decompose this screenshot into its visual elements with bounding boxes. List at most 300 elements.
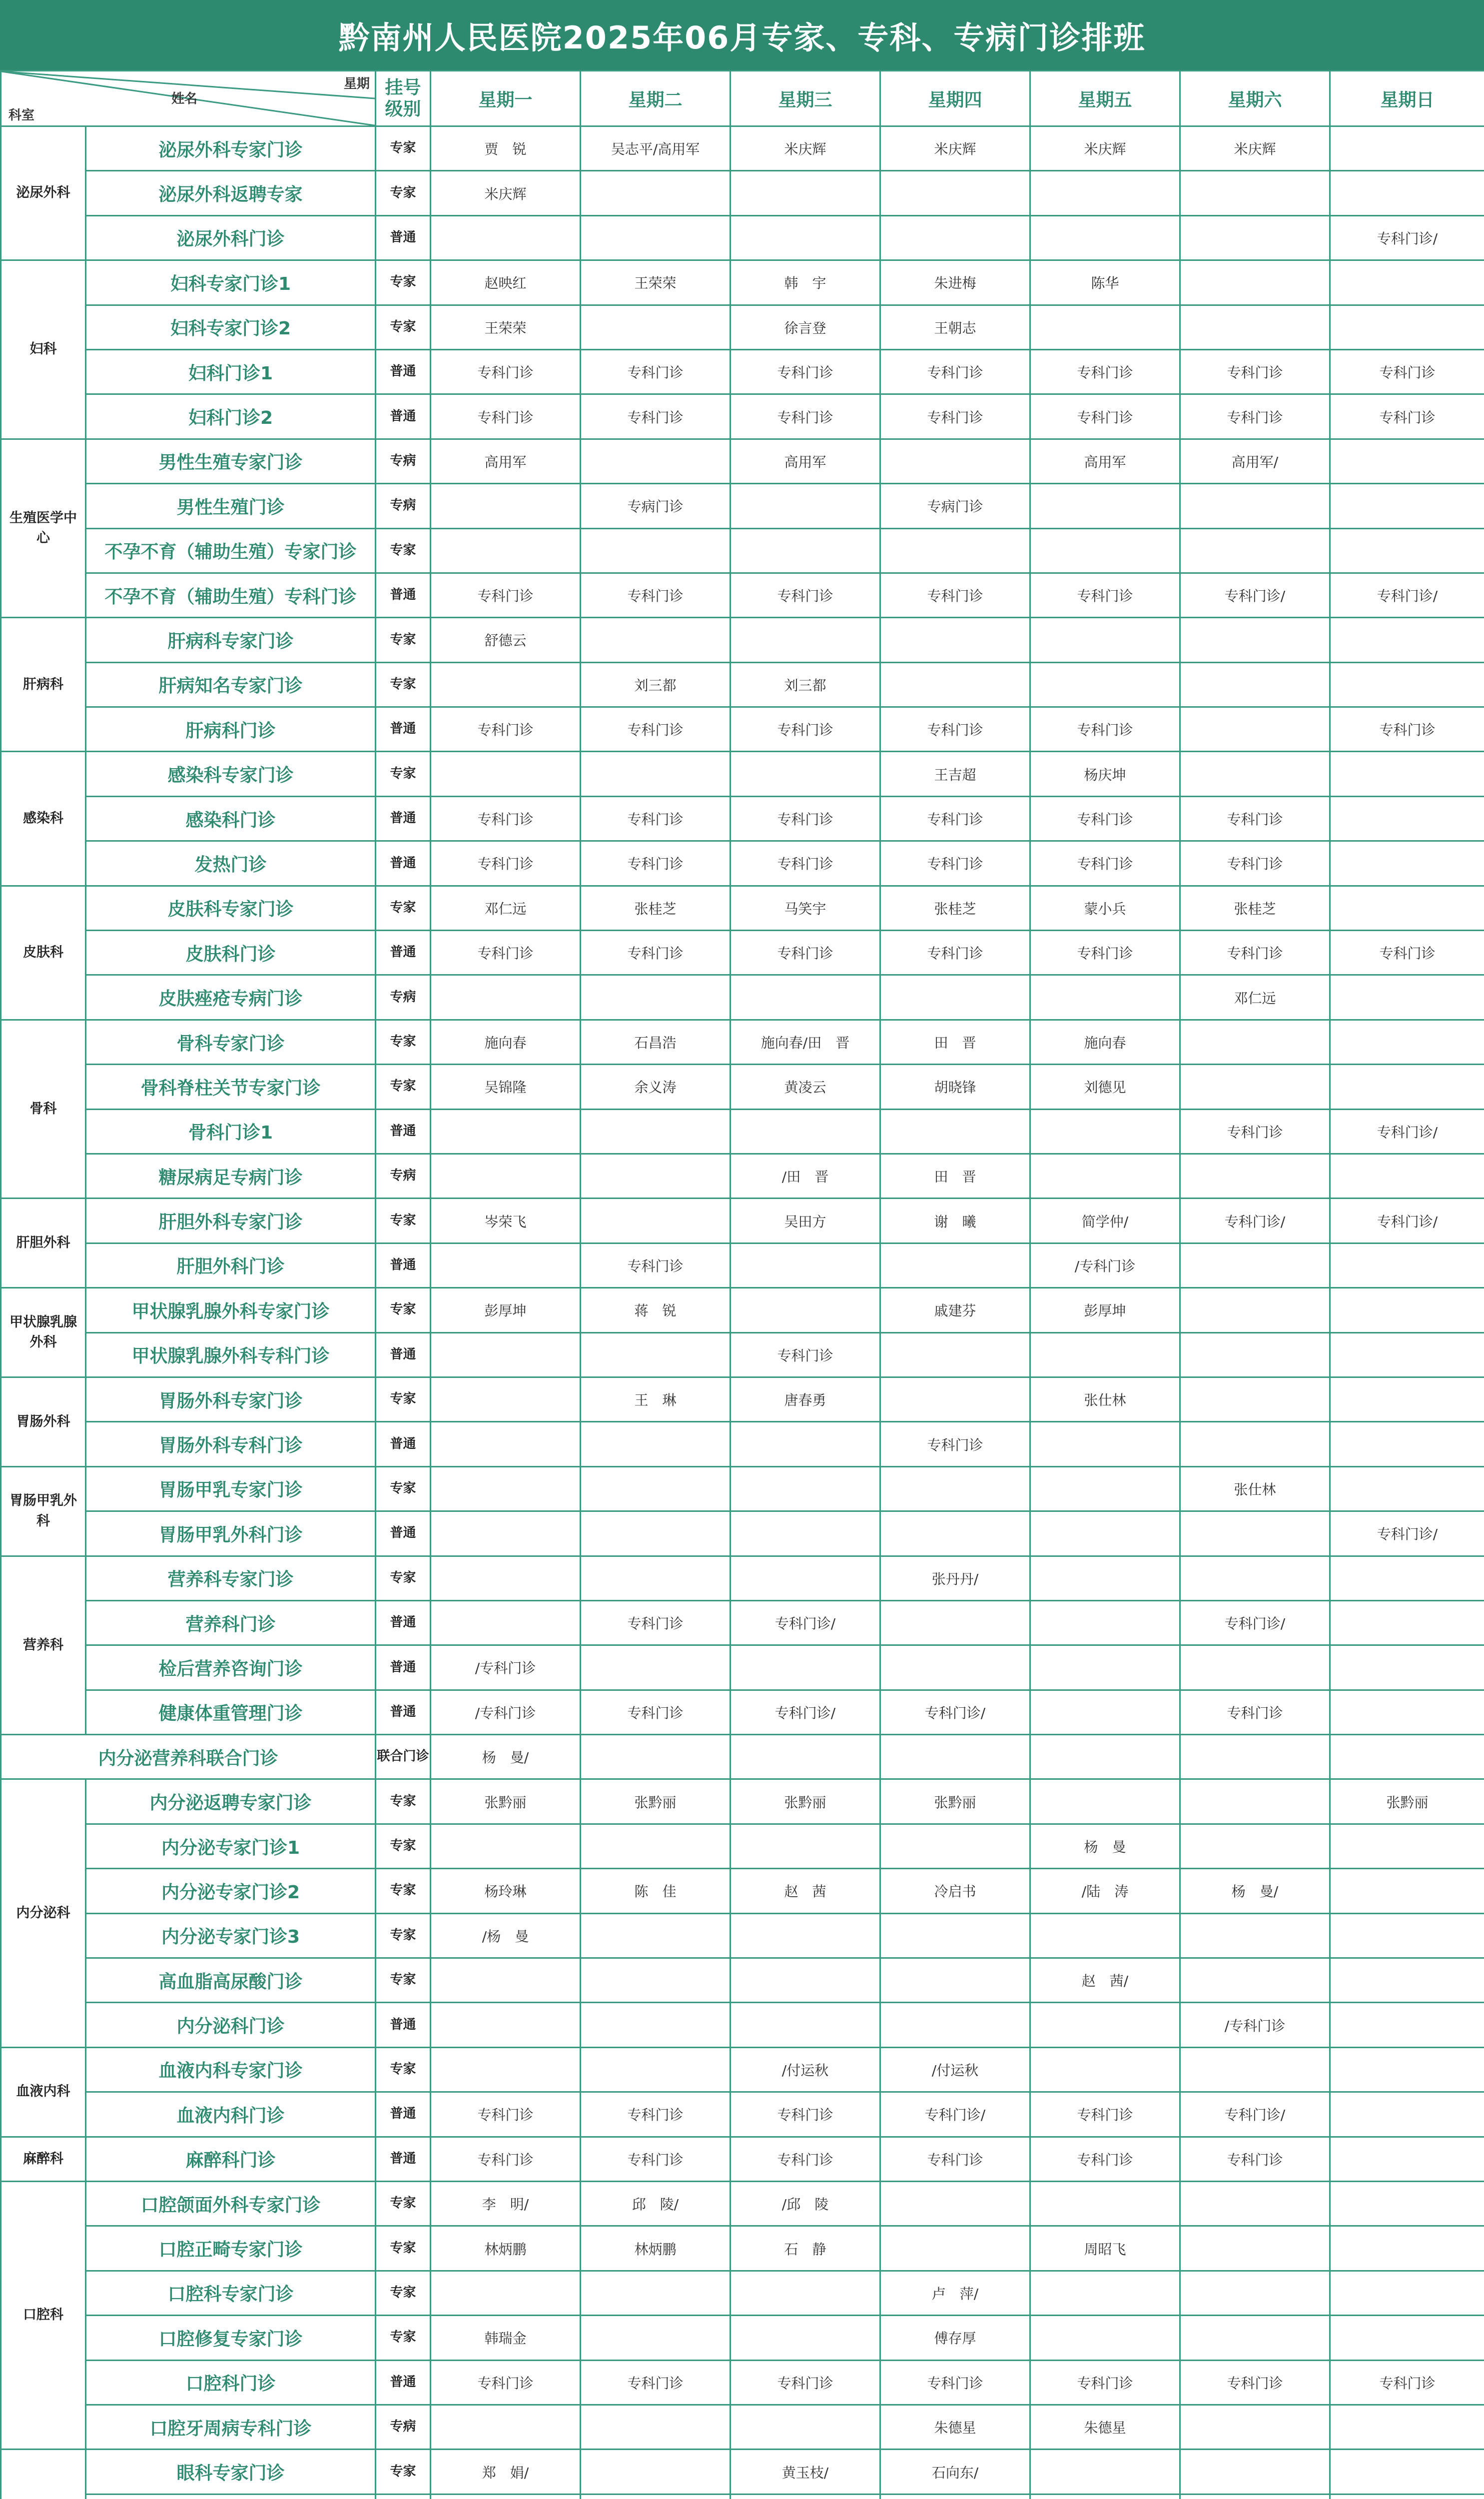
schedule-cell <box>1030 528 1180 573</box>
schedule-cell: 专科门诊 <box>1030 2137 1180 2181</box>
schedule-cell <box>1330 171 1484 215</box>
clinic-name: 皮肤科门诊 <box>86 931 376 975</box>
schedule-cell <box>1330 2226 1484 2271</box>
registration-level: 专病 <box>376 484 431 528</box>
schedule-cell <box>431 2494 581 2499</box>
schedule-cell: 专科门诊/ <box>1330 573 1484 617</box>
department-name: 肝病科 <box>1 618 86 752</box>
schedule-cell: 赵映红 <box>431 260 581 305</box>
schedule-cell: 专科门诊 <box>431 349 581 394</box>
clinic-name: 妇科专家门诊2 <box>86 305 376 349</box>
schedule-cell: 彭厚坤 <box>1030 1288 1180 1332</box>
schedule-cell: 专科门诊 <box>731 707 880 752</box>
schedule-cell <box>1180 1154 1330 1198</box>
schedule-cell <box>880 1824 1030 1868</box>
registration-level: 专家 <box>376 1556 431 1600</box>
schedule-cell <box>880 1645 1030 1690</box>
schedule-cell <box>731 1466 880 1511</box>
schedule-row <box>1 707 1484 752</box>
schedule-row <box>1 1824 1484 1868</box>
schedule-cell: 专科门诊 <box>1030 841 1180 886</box>
schedule-cell: 专科门诊 <box>880 2137 1030 2181</box>
clinic-name: 妇科门诊2 <box>86 394 376 439</box>
schedule-cell: 张黔丽 <box>581 1779 731 1824</box>
schedule-cell: 施向春 <box>1030 1020 1180 1064</box>
schedule-row <box>1 2137 1484 2181</box>
schedule-cell: 施向春/田 晋 <box>731 1020 880 1064</box>
schedule-cell <box>880 1109 1030 1154</box>
schedule-cell: 陈华 <box>1030 260 1180 305</box>
header-day: 星期二 <box>581 71 731 126</box>
schedule-cell: /邱 陵 <box>731 2181 880 2226</box>
schedule-row <box>1 1511 1484 1556</box>
schedule-cell: 米庆辉 <box>1030 126 1180 171</box>
clinic-name: 口腔牙周病专科门诊 <box>86 2405 376 2449</box>
registration-level: 普通 <box>376 215 431 260</box>
schedule-cell: 专科门诊 <box>731 841 880 886</box>
clinic-name: 内分泌科门诊 <box>86 2003 376 2047</box>
clinic-name: 妇科门诊1 <box>86 349 376 394</box>
schedule-cell: 专科门诊/ <box>1180 573 1330 617</box>
header-day: 星期六 <box>1180 71 1330 126</box>
schedule-cell <box>880 618 1030 662</box>
schedule-cell: /付运秋 <box>731 2047 880 2092</box>
department-name: 内分泌科 <box>1 1779 86 2047</box>
schedule-cell <box>731 975 880 1020</box>
registration-level: 普通 <box>376 841 431 886</box>
schedule-cell: 专科门诊 <box>431 2092 581 2137</box>
schedule-cell <box>1330 1466 1484 1511</box>
schedule-cell <box>431 1556 581 1600</box>
registration-level: 专家 <box>376 1913 431 1958</box>
schedule-cell <box>1330 2092 1484 2137</box>
schedule-row <box>1 349 1484 394</box>
schedule-cell <box>1330 484 1484 528</box>
schedule-cell: 蒙小兵 <box>1030 886 1180 930</box>
schedule-cell: 邓仁远 <box>1180 975 1330 1020</box>
schedule-cell: 赵 茜/ <box>1030 1958 1180 2003</box>
schedule-cell: 傅存厚 <box>880 2316 1030 2360</box>
schedule-cell <box>431 2405 581 2449</box>
schedule-row <box>1 1958 1484 2003</box>
schedule-cell <box>581 305 731 349</box>
registration-level: 普通 <box>376 796 431 841</box>
schedule-cell <box>581 1645 731 1690</box>
registration-level: 联合门诊 <box>376 1735 431 1779</box>
schedule-cell: 马笑宇 <box>731 886 880 930</box>
schedule-cell <box>731 2316 880 2360</box>
schedule-cell <box>581 1422 731 1466</box>
schedule-cell: 贾 锐 <box>431 126 581 171</box>
schedule-cell <box>731 1735 880 1779</box>
schedule-cell: 彭厚坤 <box>431 1288 581 1332</box>
schedule-cell <box>731 1511 880 1556</box>
clinic-name: 泌尿外科返聘专家 <box>86 171 376 215</box>
schedule-cell: 陈 佳 <box>581 1869 731 1913</box>
schedule-cell <box>1180 2271 1330 2315</box>
clinic-name: 口腔科专家门诊 <box>86 2271 376 2315</box>
schedule-cell: 专科门诊 <box>581 1243 731 1287</box>
header-row <box>1 71 1484 126</box>
schedule-cell: 石 静 <box>731 2226 880 2271</box>
registration-level: 专家 <box>376 1958 431 2003</box>
schedule-cell <box>1330 1288 1484 1332</box>
clinic-name: 眼科专家门诊 <box>86 2450 376 2494</box>
schedule-cell: 简学仲/ <box>1030 1199 1180 1243</box>
schedule-row <box>1 2360 1484 2405</box>
schedule-cell <box>1330 1020 1484 1064</box>
schedule-cell <box>880 975 1030 1020</box>
schedule-row <box>1 662 1484 707</box>
schedule-cell: 舒德云 <box>431 618 581 662</box>
schedule-cell: 专科门诊 <box>880 1422 1030 1466</box>
schedule-cell <box>731 1288 880 1332</box>
schedule-cell: 张黔丽 <box>880 1779 1030 1824</box>
schedule-cell: 高用军 <box>1030 439 1180 483</box>
schedule-row <box>1 2092 1484 2137</box>
clinic-name: 胃肠甲乳外科门诊 <box>86 1511 376 1556</box>
schedule-row <box>1 1779 1484 1824</box>
clinic-name: 肝胆外科专家门诊 <box>86 1199 376 1243</box>
schedule-cell <box>1030 1913 1180 1958</box>
schedule-cell: /陆 涛 <box>1030 1869 1180 1913</box>
clinic-name: 口腔科门诊 <box>86 2360 376 2405</box>
schedule-row <box>1 1109 1484 1154</box>
registration-level: 专家 <box>376 886 431 930</box>
clinic-name: 糖尿病足专病门诊 <box>86 1154 376 1198</box>
schedule-cell: 张黔丽 <box>731 1779 880 1824</box>
registration-level: 专病 <box>376 1154 431 1198</box>
schedule-cell: 专科门诊 <box>1180 1109 1330 1154</box>
schedule-row <box>1 126 1484 171</box>
schedule-cell: 朱德星 <box>1030 2405 1180 2449</box>
schedule-row <box>1 305 1484 349</box>
clinic-name: 内分泌返聘专家门诊 <box>86 1779 376 1824</box>
schedule-cell <box>581 1735 731 1779</box>
registration-level: 专家 <box>376 171 431 215</box>
schedule-cell: 专科门诊 <box>431 796 581 841</box>
schedule-cell: 专科门诊 <box>880 931 1030 975</box>
schedule-cell: 王荣荣 <box>581 260 731 305</box>
schedule-cell <box>1330 2047 1484 2092</box>
schedule-cell <box>581 975 731 1020</box>
schedule-cell <box>581 171 731 215</box>
clinic-name: 男性生殖专家门诊 <box>86 439 376 483</box>
schedule-cell <box>880 1466 1030 1511</box>
department-name: 皮肤科 <box>1 886 86 1020</box>
schedule-cell: 专科门诊 <box>431 707 581 752</box>
schedule-cell: 专病门诊 <box>880 484 1030 528</box>
schedule-cell: 专科门诊 <box>1330 394 1484 439</box>
schedule-cell <box>1180 662 1330 707</box>
schedule-cell: 专科门诊 <box>731 796 880 841</box>
schedule-cell <box>1030 618 1180 662</box>
clinic-name: 感染科门诊 <box>86 796 376 841</box>
schedule-cell <box>431 2003 581 2047</box>
schedule-cell: 高用军 <box>431 439 581 483</box>
registration-level: 专家 <box>376 618 431 662</box>
schedule-row <box>1 215 1484 260</box>
registration-level: 普通 <box>376 394 431 439</box>
schedule-cell <box>1030 1645 1180 1690</box>
schedule-cell <box>1030 2181 1180 2226</box>
corner-date-label: 星期 <box>343 76 370 91</box>
schedule-cell <box>1180 1556 1330 1600</box>
registration-level: 专家 <box>376 2181 431 2226</box>
schedule-cell: 专科门诊 <box>880 2360 1030 2405</box>
schedule-cell: 胡晓锋 <box>880 1065 1030 1109</box>
schedule-row <box>1 2494 1484 2499</box>
schedule-row <box>1 975 1484 1020</box>
clinic-name: 感染科专家门诊 <box>86 752 376 796</box>
schedule-cell: 专科门诊/ <box>880 2092 1030 2137</box>
schedule-cell <box>1330 1332 1484 1377</box>
header-corner <box>1 71 376 126</box>
schedule-cell <box>880 1958 1030 2003</box>
schedule-cell <box>880 171 1030 215</box>
registration-level: 普通 <box>376 2092 431 2137</box>
schedule-cell: 专科门诊 <box>1030 394 1180 439</box>
clinic-name: 内分泌专家门诊3 <box>86 1913 376 1958</box>
schedule-cell <box>1330 841 1484 886</box>
schedule-cell <box>1030 2271 1180 2315</box>
schedule-cell <box>1330 1600 1484 1645</box>
schedule-cell: /专科门诊 <box>1180 2003 1330 2047</box>
registration-level: 专家 <box>376 528 431 573</box>
schedule-cell <box>581 528 731 573</box>
registration-level: 普通 <box>376 1243 431 1287</box>
schedule-cell <box>880 2226 1030 2271</box>
schedule-cell: 专科门诊 <box>1180 931 1330 975</box>
schedule-cell: 专科门诊 <box>731 2360 880 2405</box>
schedule-cell: 邱 陵/ <box>581 2181 731 2226</box>
clinic-name: 肝病科专家门诊 <box>86 618 376 662</box>
schedule-cell <box>1180 260 1330 305</box>
schedule-cell <box>581 1332 731 1377</box>
schedule-cell <box>1030 2003 1180 2047</box>
schedule-row <box>1 1913 1484 1958</box>
schedule-cell: 张仕林 <box>1180 1466 1330 1511</box>
schedule-cell: 刘德见 <box>1030 1065 1180 1109</box>
schedule-cell: 杨 曼/ <box>1180 1869 1330 1913</box>
schedule-cell: 专科门诊 <box>1030 707 1180 752</box>
schedule-cell <box>431 1511 581 1556</box>
schedule-cell: 黄凌云 <box>731 1065 880 1109</box>
schedule-cell: 专病门诊 <box>581 484 731 528</box>
schedule-cell: 专科门诊 <box>581 1690 731 1734</box>
registration-level: 专病 <box>376 2405 431 2449</box>
schedule-cell <box>1330 305 1484 349</box>
schedule-cell: 蒋 锐 <box>581 1288 731 1332</box>
schedule-cell <box>581 1466 731 1511</box>
schedule-cell <box>1330 796 1484 841</box>
schedule-row <box>1 2316 1484 2360</box>
schedule-cell: 王 琳 <box>581 1377 731 1421</box>
schedule-cell <box>1180 2405 1330 2449</box>
schedule-cell <box>1330 1913 1484 1958</box>
schedule-cell: 杨玲琳 <box>431 1869 581 1913</box>
schedule-cell <box>1180 215 1330 260</box>
schedule-cell: 专科门诊 <box>880 796 1030 841</box>
schedule-cell: 朱进梅 <box>880 260 1030 305</box>
schedule-cell <box>1030 1511 1180 1556</box>
schedule-cell <box>1330 439 1484 483</box>
schedule-cell: 专科门诊 <box>581 394 731 439</box>
schedule-cell <box>1180 2494 1330 2499</box>
schedule-cell: 专科门诊 <box>1180 1690 1330 1734</box>
schedule-row <box>1 1645 1484 1690</box>
corner-dept-label: 科室 <box>8 108 35 123</box>
schedule-cell <box>581 752 731 796</box>
schedule-cell: 专科门诊 <box>431 931 581 975</box>
schedule-cell <box>1330 662 1484 707</box>
clinic-name: 肝胆外科门诊 <box>86 1243 376 1287</box>
schedule-cell <box>431 662 581 707</box>
schedule-cell: 余义涛 <box>581 1065 731 1109</box>
schedule-cell: 张桂芝 <box>1180 886 1330 930</box>
schedule-cell: 专科门诊 <box>1180 394 1330 439</box>
schedule-cell <box>1330 1422 1484 1466</box>
clinic-name: 口腔颌面外科专家门诊 <box>86 2181 376 2226</box>
schedule-cell <box>731 528 880 573</box>
schedule-cell <box>880 1243 1030 1287</box>
schedule-cell: 专科门诊 <box>880 394 1030 439</box>
schedule-cell: 专科门诊 <box>1180 841 1330 886</box>
schedule-cell <box>431 1422 581 1466</box>
schedule-cell: 王吉超 <box>880 752 1030 796</box>
schedule-cell <box>731 215 880 260</box>
registration-level: 专家 <box>376 1779 431 1824</box>
schedule-cell: 专科门诊 <box>731 573 880 617</box>
schedule-cell <box>1180 1645 1330 1690</box>
schedule-row <box>1 1065 1484 1109</box>
schedule-cell: 专科门诊 <box>880 841 1030 886</box>
department-name <box>1 2450 86 2499</box>
schedule-cell <box>880 2181 1030 2226</box>
schedule-cell: 韩 宇 <box>731 260 880 305</box>
schedule-cell <box>1330 886 1484 930</box>
schedule-cell: 专科门诊 <box>1180 2137 1330 2181</box>
schedule-cell: 专科门诊 <box>581 349 731 394</box>
schedule-cell: /田 晋 <box>731 1154 880 1198</box>
schedule-cell: 张仕林 <box>1030 1377 1180 1421</box>
schedule-cell <box>1330 2137 1484 2181</box>
clinic-name: 胃肠甲乳专家门诊 <box>86 1466 376 1511</box>
schedule-cell <box>1330 1735 1484 1779</box>
clinic-name: 肝病知名专家门诊 <box>86 662 376 707</box>
schedule-cell <box>431 1332 581 1377</box>
schedule-cell <box>581 2003 731 2047</box>
schedule-cell <box>1180 1288 1330 1332</box>
schedule-cell <box>731 484 880 528</box>
schedule-cell: 专科门诊 <box>1030 2360 1180 2405</box>
schedule-cell <box>431 1824 581 1868</box>
schedule-cell: 石昌浩 <box>581 1020 731 1064</box>
schedule-cell <box>731 171 880 215</box>
schedule-cell <box>1030 1779 1180 1824</box>
schedule-cell <box>731 2003 880 2047</box>
schedule-cell: 专科门诊 <box>1030 796 1180 841</box>
schedule-cell <box>581 2047 731 2092</box>
schedule-cell <box>581 1958 731 2003</box>
schedule-body <box>1 126 1484 2499</box>
department-name: 骨科 <box>1 1020 86 1199</box>
registration-level: 专家 <box>376 662 431 707</box>
schedule-cell <box>1030 1154 1180 1198</box>
schedule-cell: /专科门诊 <box>431 1690 581 1734</box>
schedule-row <box>1 439 1484 483</box>
schedule-cell: 专科门诊/ <box>731 1600 880 1645</box>
schedule-cell: 刘三都 <box>731 662 880 707</box>
schedule-cell: 林炳鹏 <box>431 2226 581 2271</box>
schedule-row <box>1 1735 1484 1779</box>
schedule-cell: 专科门诊 <box>431 841 581 886</box>
schedule-cell <box>1180 171 1330 215</box>
registration-level: 专家 <box>376 2226 431 2271</box>
registration-level: 专家 <box>376 1824 431 1868</box>
schedule-cell: 邓仁远 <box>431 886 581 930</box>
registration-level: 普通 <box>376 1511 431 1556</box>
corner-name-label: 姓名 <box>171 91 198 106</box>
schedule-cell <box>1180 2450 1330 2494</box>
clinic-name: 甲状腺乳腺外科专科门诊 <box>86 1332 376 1377</box>
schedule-cell <box>431 215 581 260</box>
clinic-name <box>86 2494 376 2499</box>
schedule-cell <box>1030 1422 1180 1466</box>
registration-level: 普通 <box>376 2137 431 2181</box>
schedule-cell: 专科门诊 <box>1180 2360 1330 2405</box>
clinic-name: 妇科专家门诊1 <box>86 260 376 305</box>
schedule-row <box>1 2181 1484 2226</box>
schedule-cell: 王朝志 <box>880 305 1030 349</box>
registration-level: 普通 <box>376 2360 431 2405</box>
schedule-cell <box>1180 1779 1330 1824</box>
schedule-cell <box>1180 1824 1330 1868</box>
schedule-cell <box>581 2405 731 2449</box>
schedule-cell <box>1330 1824 1484 1868</box>
schedule-cell <box>1330 2450 1484 2494</box>
schedule-cell <box>1030 305 1180 349</box>
schedule-cell: 专科门诊 <box>731 931 880 975</box>
schedule-cell <box>1330 2181 1484 2226</box>
schedule-row <box>1 1332 1484 1377</box>
clinic-name: 骨科脊柱关节专家门诊 <box>86 1065 376 1109</box>
registration-level: 普通 <box>376 1690 431 1734</box>
schedule-cell <box>880 439 1030 483</box>
schedule-cell <box>581 439 731 483</box>
registration-level: 普通 <box>376 573 431 617</box>
schedule-cell <box>581 1913 731 1958</box>
schedule-cell: 专科门诊 <box>731 2137 880 2181</box>
department-name: 营养科 <box>1 1556 86 1735</box>
schedule-cell <box>1180 2226 1330 2271</box>
schedule-cell: 田 晋 <box>880 1154 1030 1198</box>
schedule-cell <box>1030 662 1180 707</box>
schedule-cell <box>431 528 581 573</box>
schedule-cell <box>1030 1466 1180 1511</box>
schedule-cell: 专科门诊 <box>880 349 1030 394</box>
clinic-name: 麻醉科门诊 <box>86 2137 376 2181</box>
registration-level: 专家 <box>376 1377 431 1421</box>
schedule-cell <box>1180 2316 1330 2360</box>
schedule-cell <box>581 1556 731 1600</box>
schedule-row <box>1 1199 1484 1243</box>
schedule-row <box>1 2271 1484 2315</box>
clinic-name: 骨科专家门诊 <box>86 1020 376 1064</box>
schedule-cell <box>1180 2181 1330 2226</box>
schedule-cell <box>1330 1869 1484 1913</box>
clinic-name: 皮肤痤疮专病门诊 <box>86 975 376 1020</box>
